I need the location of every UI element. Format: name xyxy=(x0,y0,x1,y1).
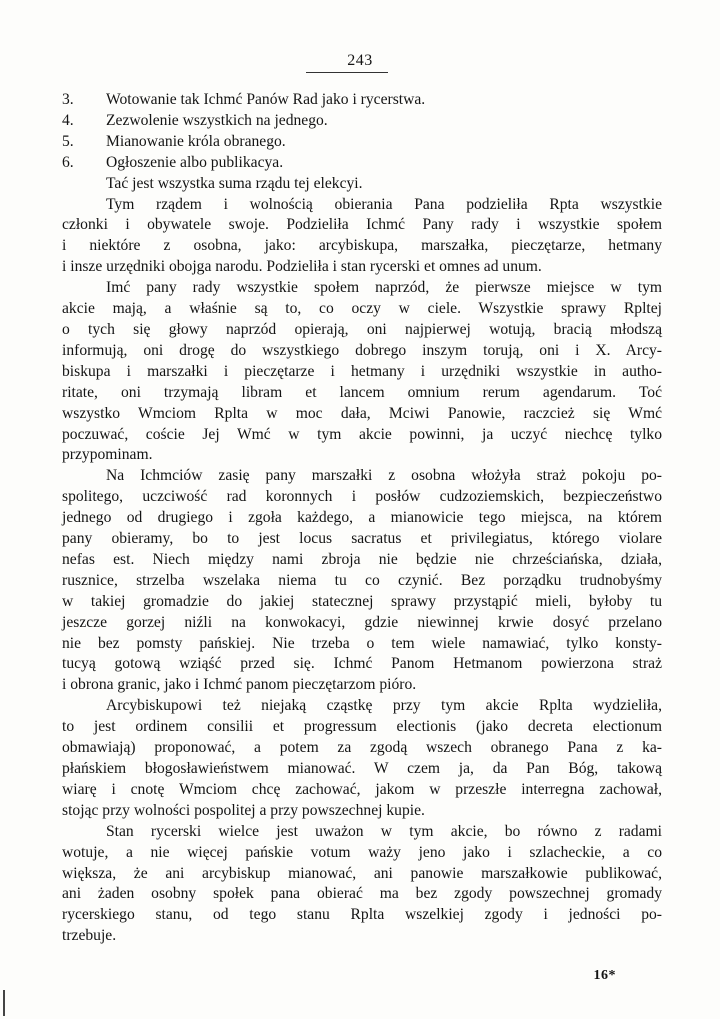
text-line: jeszcze gorzej niźli na konwokacyi, gdzie niewinnej krwie dosyć przelano xyxy=(62,613,662,631)
text-line: w takiej gromadzie do jakiej statecznej sprawy przystąpić mieli, byłoby tu xyxy=(62,592,662,610)
text-line: płańskiem błogosławieństwem mianować. W czem ja, da Pan Bóg, takową xyxy=(62,760,662,777)
list-text: Zezwolenie wszystkich na jednego. xyxy=(106,111,328,129)
header-rule xyxy=(306,72,388,73)
paragraph xyxy=(62,195,662,279)
text-line: Imć pany rady wszystkie społem naprzód, że pierwsze miejsce w tym xyxy=(106,279,662,297)
text-line: to jest ordinem consilii et progressum electionis (jako decreta electionum xyxy=(62,718,662,736)
page-number: 243 xyxy=(347,52,373,69)
text-line: tucyą gotową wziąść przed się. Ichmć Panom Hetmanom powierzona straż xyxy=(62,655,662,673)
list-item xyxy=(62,132,662,153)
text-line: ritate, oni trzymają libram et lancem omnium rerum agendarum. Toć xyxy=(62,383,662,401)
list-text: Wotowanie tak Ichmć Panów Rad jako i rycerstwa. xyxy=(106,91,426,108)
text-line: spolitego, uczciwość rad koronnych i posłów cudzoziemskich, bezpieczeństwo xyxy=(62,488,662,506)
paragraph xyxy=(62,466,662,696)
list-text: Mianowanie króla obranego. xyxy=(106,132,286,150)
text-line: trzebuje. xyxy=(62,927,117,945)
body-text xyxy=(62,90,662,947)
scan-edge-mark xyxy=(3,990,5,1016)
text-line: przypominam. xyxy=(62,446,153,464)
text-line: i niektóre z osobna, jako: arcybiskupa, marszałka, pieczętarze, hetmany xyxy=(62,237,662,255)
paragraph xyxy=(62,696,662,821)
text-line: wszystko Wmciom Rplta w moc dała, Mciwi Panowie, raczcież się Wmć xyxy=(62,404,662,422)
summary-line: Tać jest wszystka suma rządu tej elekcyi. xyxy=(106,174,363,192)
text-line: akcie mają, a właśnie są to, co oczy w ciele. Wszystkie sprawy Rpltej xyxy=(62,300,662,318)
paragraph xyxy=(62,278,662,466)
signature-mark: 16* xyxy=(593,968,616,983)
text-line: wotuje, a nie więcej pańskie votum waży jeno jako i szlacheckie, a co xyxy=(62,843,662,861)
text-line: informują, oni drogę do wszystkiego dobrego inszym torują, oni i X. Arcy- xyxy=(62,341,662,359)
text-line: jednego od drugiego i zgoła każdego, a mianowicie tego miejsca, na którem xyxy=(62,509,662,527)
text-line: biskupa i marszałki i pieczętarze i hetmany i urzędniki wszystkie in autho- xyxy=(62,362,662,380)
text-line: stojąc przy wolności pospolitej a przy powszechnej kupie. xyxy=(62,801,425,819)
text-line: rycerskiego stanu, od tego stanu Rplta wszelkiej zgody i jedności po- xyxy=(62,906,662,924)
text-line: nefas est. Niech między nami zbroja nie będzie nie chrześciańska, działa, xyxy=(62,550,662,568)
text-line: o tych się głowy naprzód opierają, oni najpierwej wotują, bracią młodszą xyxy=(62,320,662,338)
text-line: Stan rycerski wielce jest uważon w tym akcie, bo równo z radami xyxy=(106,822,662,840)
list-item xyxy=(62,111,662,132)
text-line: Na Ichmciów zasię pany marszałki z osobna włożyła straż pokoju po- xyxy=(106,467,662,485)
text-line: i insze urzędniki obojga narodu. Podzieliła i stan rycerski et omnes ad unum. xyxy=(62,258,542,276)
text-line: członki i obywatele swoje. Podzieliła Ichmć Pany rady i wszystkie społem xyxy=(62,216,662,234)
list xyxy=(62,90,662,174)
paragraphs xyxy=(62,195,662,948)
text-line: nie bez pomsty pańskiej. Nie trzeba o tem wiele namawiać, tylko konsty- xyxy=(62,634,662,652)
list-item xyxy=(62,90,662,111)
text-line: wiarę i cnotę Wmciom chcę zachować, jakom w przeszłe interregna zachował, xyxy=(62,780,662,798)
list-number: 5. xyxy=(62,132,74,150)
text-line: Arcybiskupowi też niejaką cząstkę przy tym akcie Rplta wydzieliła, xyxy=(106,697,662,715)
text-line: i obrona granic, jako i Ichmć panom pieczętarzom pióro. xyxy=(62,676,417,694)
paragraph xyxy=(62,822,662,947)
text-line: rusznice, strzelba wszelaka niema tu co czynić. Bez porządku trudnobyśmy xyxy=(62,571,662,589)
list-text: Ogłoszenie albo publikacya. xyxy=(106,153,284,171)
text-line: pany obieramy, bo to jest locus sacratus et privilegiatus, którego violare xyxy=(62,530,662,548)
list-number: 6. xyxy=(62,153,74,171)
list-item xyxy=(62,153,662,174)
text-line: Tym rządem i wolnością obierania Pana podzieliła Rpta wszystkie xyxy=(106,195,662,213)
text-line: większa, że ani arcybiskup mianować, ani panowie marszałkowie publikować, xyxy=(62,864,662,882)
text-line: obmawiają) proponować, a potem za zgodą wszech obranego Pana z ka- xyxy=(62,739,662,757)
list-number: 4. xyxy=(62,111,74,129)
text-line: ani żaden osobny społek pana obierać ma bez zgody powszechnej gromady xyxy=(62,885,662,903)
text-line: poczuwać, coście Jej Wmć w tym akcie powinni, ja uczyć niechcę tylko xyxy=(62,425,662,443)
list-number: 3. xyxy=(62,91,74,108)
